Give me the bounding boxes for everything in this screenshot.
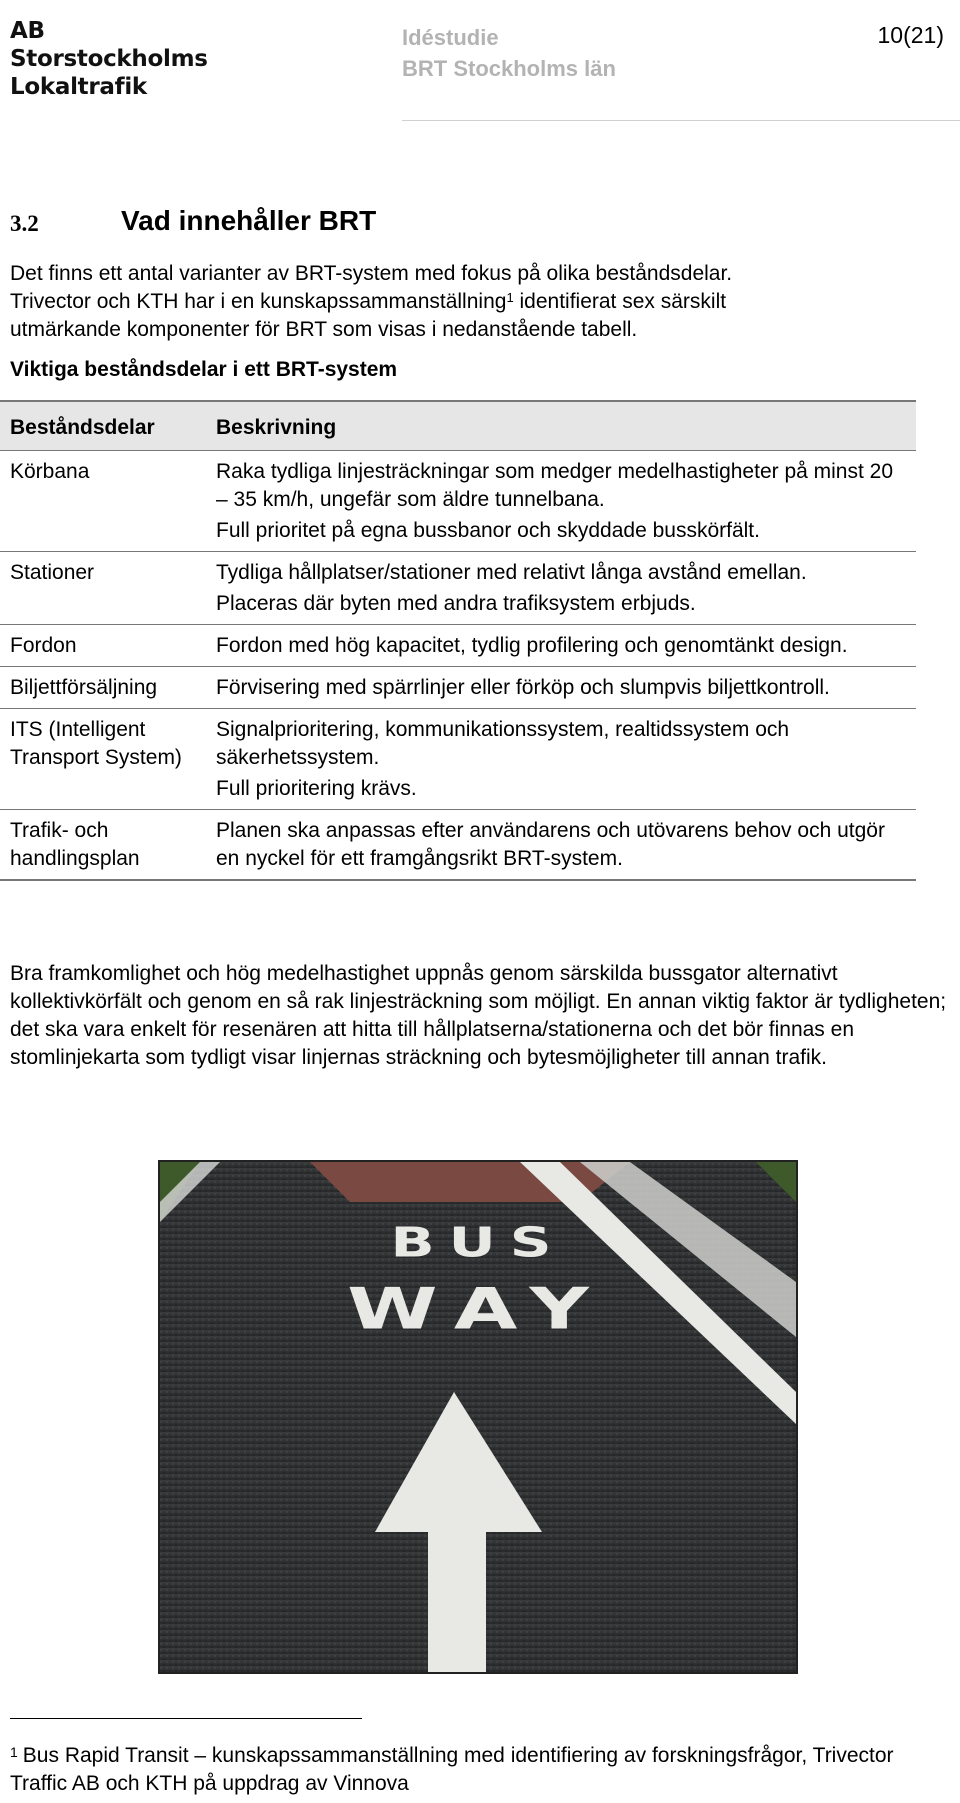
page-number: 10(21)	[877, 22, 944, 48]
table-row	[0, 667, 916, 709]
footnote-reference[interactable]: 1	[506, 290, 514, 305]
bus-lane-illustration	[160, 1162, 796, 1672]
intro-line	[10, 288, 950, 316]
component-name: Trafik- och handlingsplan	[0, 810, 206, 881]
table-header-row	[0, 401, 916, 451]
logo-line: Lokaltrafik	[10, 74, 147, 100]
footnote	[10, 1742, 955, 1798]
footnote-divider	[10, 1718, 362, 1719]
section-number: 3.2	[10, 211, 39, 236]
intro-line: Det finns ett antal varianter av BRT-system med fokus på olika beståndsdelar.	[10, 262, 733, 285]
component-name: Stationer	[0, 552, 206, 625]
component-description	[206, 667, 916, 709]
intro-text: Trivector och KTH har i en kunskapssammanställning	[10, 290, 507, 313]
table-row	[0, 451, 916, 552]
intro-paragraph	[10, 260, 950, 344]
column-header-part: Beståndsdelar	[0, 401, 206, 451]
description-line: Full prioritering krävs.	[216, 777, 417, 800]
table-title: Viktiga beståndsdelar i ett BRT-system	[10, 358, 398, 381]
body-paragraph: Bra framkomlighet och hög medelhastighet uppnås genom särskilda bussgator alternativt kollektivkörfält och genom en så rak linjesträckning som möjligt. En annan viktig faktor är tydligheten; det ska vara enkelt för resenären att hitta till hållplatserna/stationerna och det bör finnas en stomlinjekarta som tydligt visar linjernas sträckning och bytesmöjligheter till annan trafik.	[10, 962, 947, 1069]
table-row	[0, 625, 916, 667]
description-line: Planen ska anpassas efter användarens och utövarens behov och utgör en nyckel för ett framgångsrikt BRT-system.	[216, 819, 885, 870]
component-description	[206, 810, 916, 881]
document-title	[402, 22, 616, 84]
table-row	[0, 709, 916, 810]
company-logo	[10, 17, 208, 101]
document-title-line1: Idéstudie	[402, 25, 499, 50]
footnote-number: 1	[10, 1744, 18, 1760]
brt-components-table	[0, 400, 916, 881]
road-marking-text: WAY	[347, 1275, 609, 1343]
section-title: Vad innehåller BRT	[121, 205, 377, 236]
description-line: Full prioritet på egna bussbanor och skyddade busskörfält.	[216, 519, 760, 542]
header-divider	[402, 120, 960, 121]
table-row	[0, 552, 916, 625]
road-marking-text: BUS	[390, 1219, 566, 1267]
component-description	[206, 625, 916, 667]
component-name: Biljettförsäljning	[0, 667, 206, 709]
logo-line: AB	[10, 18, 45, 44]
component-name: ITS (Intelligent Transport System)	[0, 709, 206, 810]
component-description	[206, 451, 916, 552]
intro-line: utmärkande komponenter för BRT som visas i nedanstående tabell.	[10, 318, 638, 341]
intro-text: identifierat sex särskilt	[513, 290, 727, 313]
component-name: Fordon	[0, 625, 206, 667]
component-description	[206, 709, 916, 810]
description-line: Fordon med hög kapacitet, tydlig profilering och genomtänkt design.	[216, 634, 848, 657]
table-row	[0, 810, 916, 881]
description-line: Placeras där byten med andra trafiksystem erbjuds.	[216, 592, 696, 615]
bus-lane-photo	[158, 1160, 798, 1674]
footnote-text: Bus Rapid Transit – kunskapssammanställning med identifiering av forskningsfrågor, Trivector Traffic AB och KTH på uppdrag av Vinnova	[10, 1744, 894, 1795]
description-line: Raka tydliga linjesträckningar som medger medelhastigheter på minst 20 – 35 km/h, ungefär som äldre tunnelbana.	[216, 460, 894, 511]
page-header	[0, 0, 960, 122]
description-line: Tydliga hållplatser/stationer med relativt långa avstånd emellan.	[216, 561, 807, 584]
description-line: Signalprioritering, kommunikationssystem, realtidssystem och säkerhetssystem.	[216, 718, 790, 769]
document-title-line2: BRT Stockholms län	[402, 56, 616, 81]
logo-line: Storstockholms	[10, 46, 208, 72]
description-line: Förvisering med spärrlinjer eller förköp och slumpvis biljettkontroll.	[216, 676, 830, 699]
component-description	[206, 552, 916, 625]
column-header-description: Beskrivning	[206, 401, 916, 451]
component-name: Körbana	[0, 451, 206, 552]
